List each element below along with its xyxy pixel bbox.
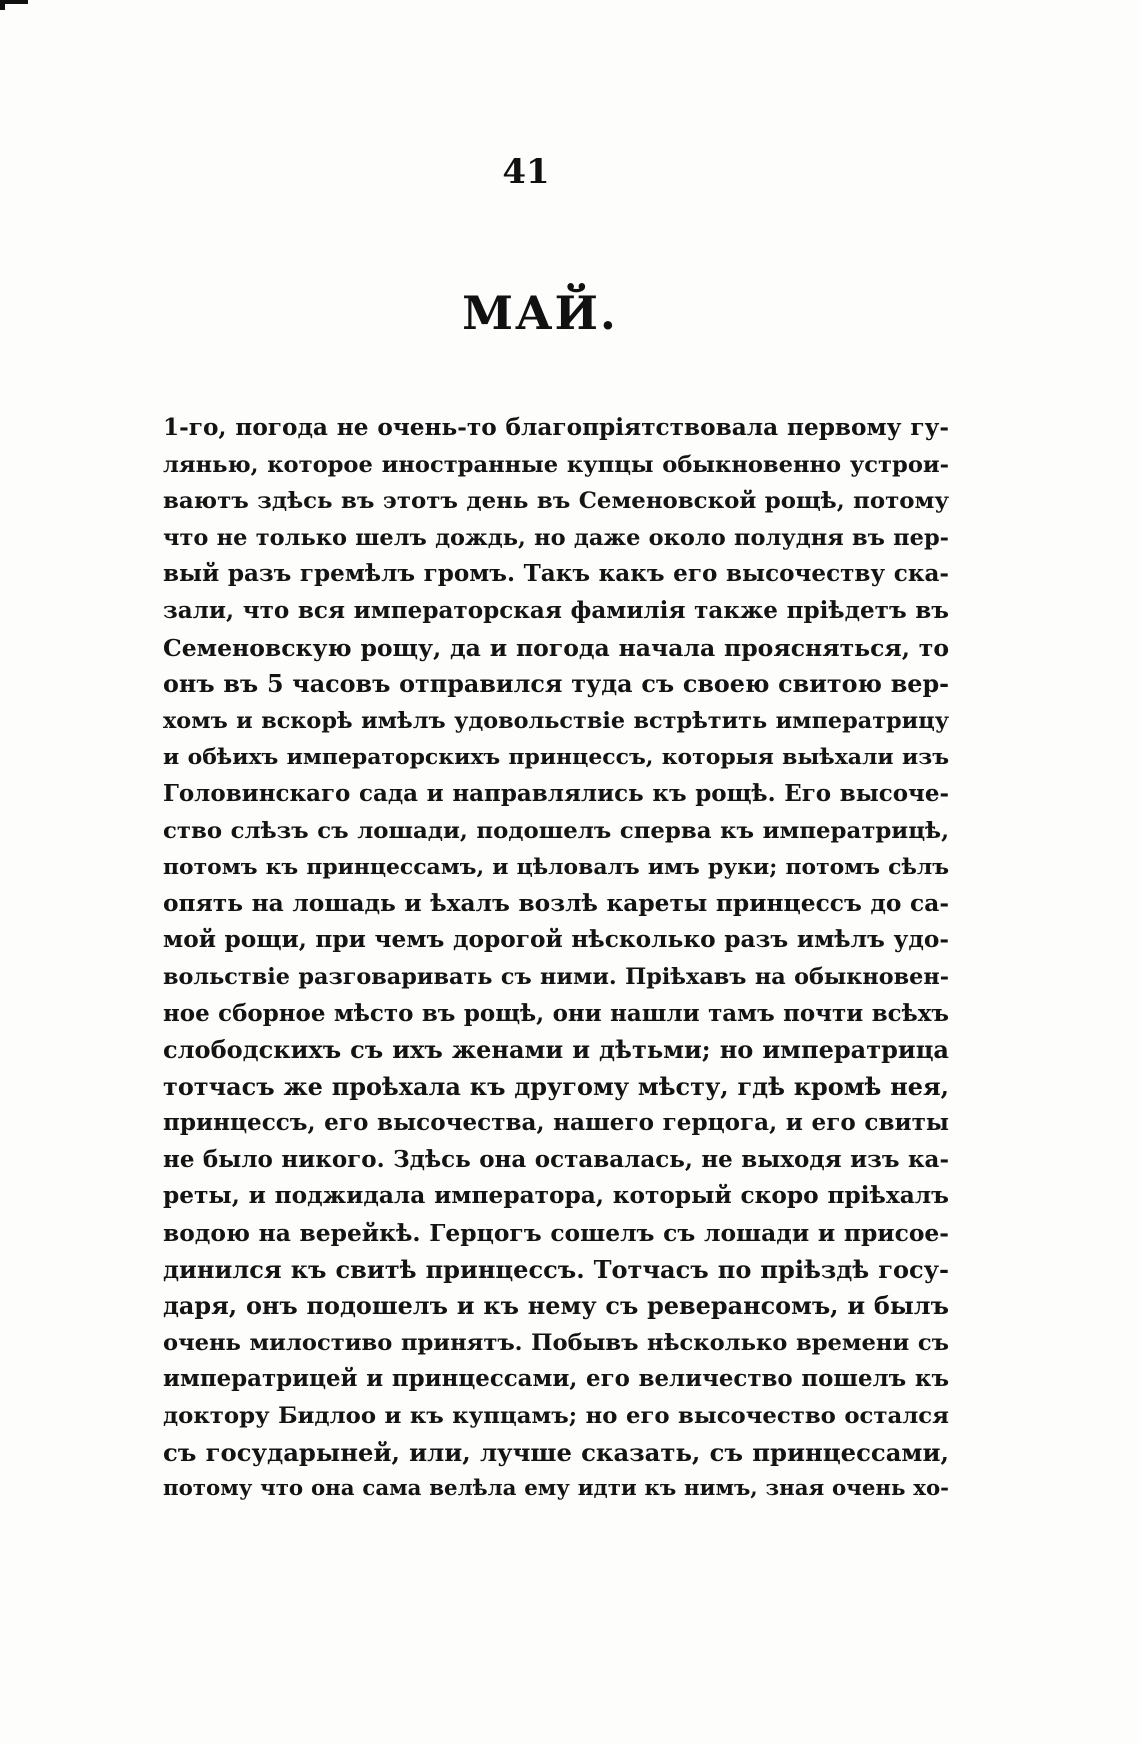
text-line: динился къ свитѣ принцессъ. Тотчасъ по пріѣздѣ госу- — [163, 1254, 949, 1284]
text-line: потомъ къ принцессамъ, и цѣловалъ имъ руки; потомъ сѣлъ — [163, 854, 949, 881]
text-line: съ государыней, или, лучше сказать, съ принцессами, — [163, 1437, 949, 1467]
text-line: 1-го, погода не очень-то благопріятствовала первому гу- — [163, 414, 949, 441]
text-line: водою на верейкѣ. Герцогъ сошелъ съ лошади и присое- — [163, 1219, 949, 1248]
page-number: 41 — [502, 152, 550, 192]
text-line: доктору Бидлоо и къ купцамъ; но его высочество остался — [163, 1403, 949, 1430]
text-line: вый разъ гремѣлъ громъ. Такъ какъ его высочеству ска- — [163, 560, 949, 588]
text-line: и обѣихъ императорскихъ принцессъ, которыя выѣхали изъ — [163, 744, 949, 771]
text-line: очень милостиво принятъ. Побывъ нѣсколько времени съ — [163, 1329, 949, 1356]
scan-artifact-corner — [0, 0, 5, 10]
chapter-title: МАЙ. — [462, 286, 618, 340]
text-line: потому что она сама велѣла ему идти къ нимъ, зная очень хо- — [163, 1476, 949, 1502]
text-line: принцессъ, его высочества, нашего герцога, и его свиты — [163, 1109, 949, 1137]
text-line: лянью, которое иностранные купцы обыкновенно устрои- — [163, 451, 949, 478]
text-line: мой рощи, при чемъ дорогой нѣсколько разъ имѣлъ удо- — [163, 926, 949, 954]
text-line: опять на лошадь и ѣхалъ возлѣ кареты принцессъ до са- — [163, 889, 949, 917]
text-line: не было никого. Здѣсь она оставалась, не выходя изъ ка- — [163, 1145, 949, 1173]
body-text — [163, 410, 949, 1508]
text-line: ное сборное мѣсто въ рощѣ, они нашли тамъ почти всѣхъ — [163, 999, 949, 1027]
text-line: даря, онъ подошелъ и къ нему съ реверансомъ, и былъ — [163, 1292, 949, 1321]
text-line: зали, что вся императорская фамилія также пріѣдетъ въ — [163, 596, 949, 624]
text-line: онъ въ 5 часовъ отправился туда съ своею свитою вер- — [163, 670, 949, 699]
text-line: слободскихъ съ ихъ женами и дѣтьми; но императрица — [163, 1035, 949, 1065]
text-line: хомъ и вскорѣ имѣлъ удовольствіе встрѣтить императрицу — [163, 707, 949, 734]
text-line: вольствіе разговаривать съ ними. Пріѣхавъ на обыкновен- — [163, 963, 949, 990]
text-line: тотчасъ же проѣхала къ другому мѣсту, гдѣ кромѣ нея, — [163, 1072, 949, 1101]
text-line: Семеновскую рощу, да и погода начала проясняться, то — [163, 633, 949, 662]
text-line: ство слѣзъ съ лошади, подошелъ сперва къ императрицѣ, — [163, 817, 949, 844]
text-line: ваютъ здѣсь въ этотъ день въ Семеновской рощѣ, потому — [163, 488, 949, 515]
text-line: императрицей и принцессами, его величество пошелъ къ — [163, 1366, 949, 1393]
text-line: реты, и поджидала императора, который скоро пріѣхалъ — [163, 1182, 949, 1210]
text-line: Головинскаго сада и направлялись къ рощѣ. Его высоче- — [163, 779, 949, 807]
text-line: что не только шелъ дождь, но даже около полудня въ пер- — [163, 524, 949, 551]
